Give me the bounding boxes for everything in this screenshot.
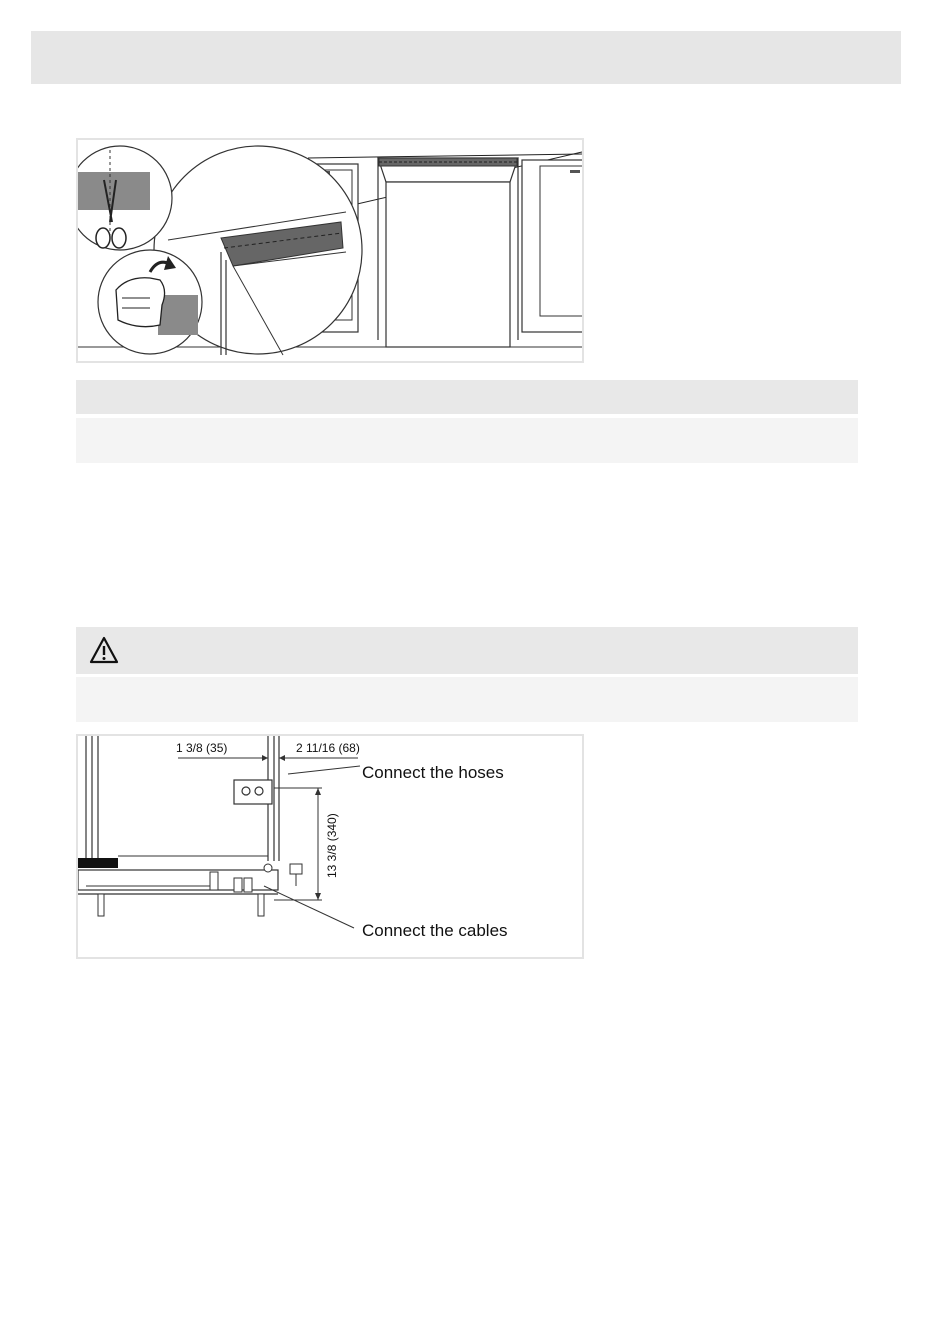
warning-triangle-icon bbox=[89, 636, 119, 664]
hoses-label: Connect the hoses bbox=[362, 763, 504, 782]
dim-left-label: 1 3/8 (35) bbox=[176, 741, 228, 755]
dim-vertical-label: 13 3/8 (340) bbox=[325, 813, 339, 878]
figure-connections bbox=[76, 734, 584, 959]
header-bar bbox=[31, 31, 901, 84]
protective-strip-illustration bbox=[78, 140, 582, 361]
connections-illustration bbox=[78, 736, 582, 957]
hand-icon bbox=[116, 278, 165, 327]
warning-text-bar bbox=[76, 677, 858, 722]
dim-right-label: 2 11/16 (68) bbox=[296, 741, 360, 755]
warning-bar bbox=[76, 627, 858, 674]
cables-label: Connect the cables bbox=[362, 921, 508, 940]
section-text-bar bbox=[76, 418, 858, 463]
section-heading-bar bbox=[76, 380, 858, 414]
figure-protective-strip bbox=[76, 138, 584, 363]
